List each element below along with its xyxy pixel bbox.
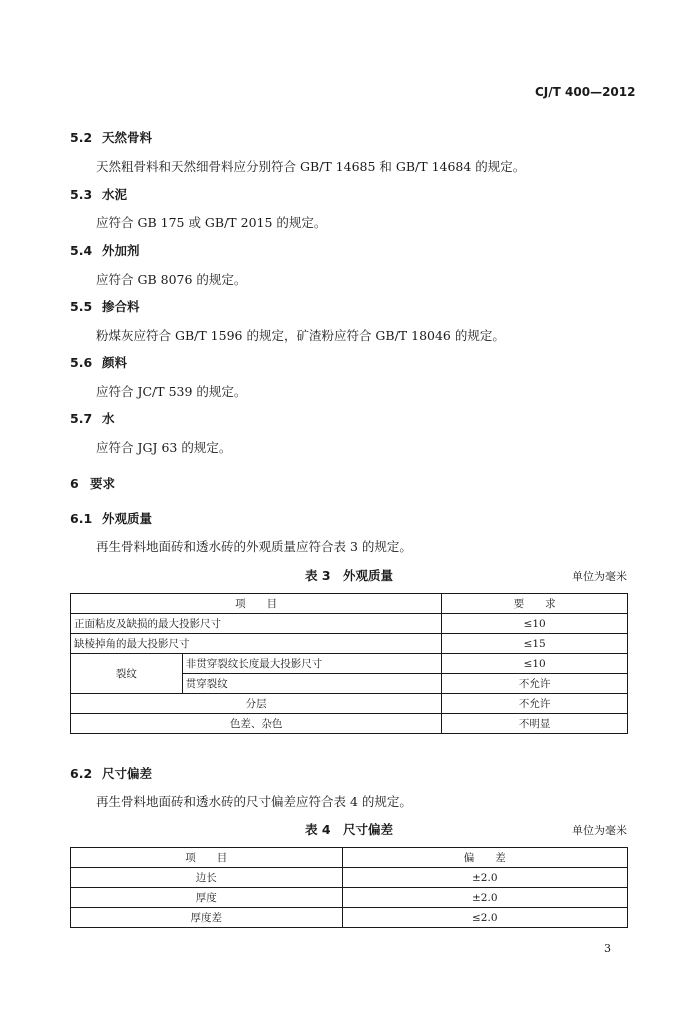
- row-value: ≤10: [442, 654, 628, 674]
- section-title: 天然骨料: [102, 130, 153, 145]
- row-item: 色差、杂色: [71, 714, 442, 734]
- row-value: 不允许: [442, 694, 628, 714]
- row-item: 厚度: [71, 888, 343, 908]
- table-row: [71, 614, 628, 634]
- section-5-6-text: 应符合 JC/T 539 的规定。: [96, 384, 247, 399]
- section-number: 5.2: [70, 130, 93, 145]
- section-number: 5.5: [70, 299, 93, 314]
- table-3-unit: 单位为毫米: [572, 570, 627, 583]
- section-5-5-text: 粉煤灰应符合 GB/T 1596 的规定，矿渣粉应符合 GB/T 18046 的规定。: [96, 328, 505, 343]
- table-row: [71, 908, 628, 928]
- table-4-dimension-deviation: [70, 847, 628, 928]
- row-item: 厚度差: [71, 908, 343, 928]
- section-5-4-text: 应符合 GB 8076 的规定。: [96, 272, 247, 287]
- row-value: ±2.0: [342, 868, 628, 888]
- table-header-row: [71, 848, 628, 868]
- row-item: 正面粘皮及缺损的最大投影尺寸: [71, 614, 442, 634]
- chapter-title: 要求: [90, 476, 116, 491]
- table-3-appearance-quality: [70, 593, 628, 734]
- row-value: 不明显: [442, 714, 628, 734]
- section-title: 外加剂: [102, 243, 140, 258]
- row-subitem: 贯穿裂纹: [182, 674, 442, 694]
- section-number: 5.6: [70, 355, 93, 370]
- row-subitem: 非贯穿裂纹长度最大投影尺寸: [182, 654, 442, 674]
- page-number: 3: [604, 942, 611, 955]
- header-item: 项 目: [71, 594, 442, 614]
- section-5-5-heading: [70, 297, 140, 315]
- row-group-cracks: 裂纹: [71, 654, 183, 694]
- row-value: ≤15: [442, 634, 628, 654]
- section-6-1-text: 再生骨料地面砖和透水砖的外观质量应符合表 3 的规定。: [96, 539, 412, 554]
- section-5-3-heading: [70, 185, 127, 203]
- section-title: 掺合料: [102, 299, 140, 314]
- section-title: 水泥: [102, 187, 128, 202]
- table-4-caption: 表 4 尺寸偏差: [305, 822, 394, 837]
- section-5-7-heading: [70, 409, 115, 427]
- section-6-2-heading: [70, 764, 152, 782]
- section-number: 5.3: [70, 187, 93, 202]
- section-title: 外观质量: [102, 511, 153, 526]
- section-5-6-heading: [70, 353, 127, 371]
- section-5-2-text: 天然粗骨料和天然细骨料应分别符合 GB/T 14685 和 GB/T 14684 的规定。: [96, 159, 526, 174]
- section-title: 尺寸偏差: [102, 766, 153, 781]
- row-value: ≤10: [442, 614, 628, 634]
- row-item: 分层: [71, 694, 442, 714]
- row-item: 边长: [71, 868, 343, 888]
- table-row: [71, 714, 628, 734]
- section-number: 6.1: [70, 511, 93, 526]
- section-number: 5.4: [70, 243, 93, 258]
- table-header-row: [71, 594, 628, 614]
- table-row: [71, 634, 628, 654]
- section-6-2-text: 再生骨料地面砖和透水砖的尺寸偏差应符合表 4 的规定。: [96, 794, 412, 809]
- table-row: [71, 694, 628, 714]
- section-number: 6.2: [70, 766, 93, 781]
- table-row: [71, 654, 628, 674]
- section-5-7-text: 应符合 JGJ 63 的规定。: [96, 440, 232, 455]
- header-requirement: 要 求: [442, 594, 628, 614]
- section-title: 水: [102, 411, 115, 426]
- section-5-3-text: 应符合 GB 175 或 GB/T 2015 的规定。: [96, 215, 327, 230]
- chapter-6-heading: [70, 474, 115, 492]
- row-value: ≤2.0: [342, 908, 628, 928]
- table-row: [71, 888, 628, 908]
- row-item: 缺棱掉角的最大投影尺寸: [71, 634, 442, 654]
- standard-code: CJ/T 400—2012: [535, 85, 636, 99]
- header-deviation: 偏 差: [342, 848, 628, 868]
- section-5-4-heading: [70, 241, 140, 259]
- section-title: 颜料: [102, 355, 128, 370]
- table-row: [71, 868, 628, 888]
- section-number: 5.7: [70, 411, 93, 426]
- section-5-2-heading: [70, 128, 152, 146]
- chapter-number: 6: [70, 476, 79, 491]
- table-4-unit: 单位为毫米: [572, 824, 627, 837]
- table-3-caption: 表 3 外观质量: [305, 568, 394, 583]
- row-value: ±2.0: [342, 888, 628, 908]
- header-item: 项 目: [71, 848, 343, 868]
- row-value: 不允许: [442, 674, 628, 694]
- section-6-1-heading: [70, 509, 152, 527]
